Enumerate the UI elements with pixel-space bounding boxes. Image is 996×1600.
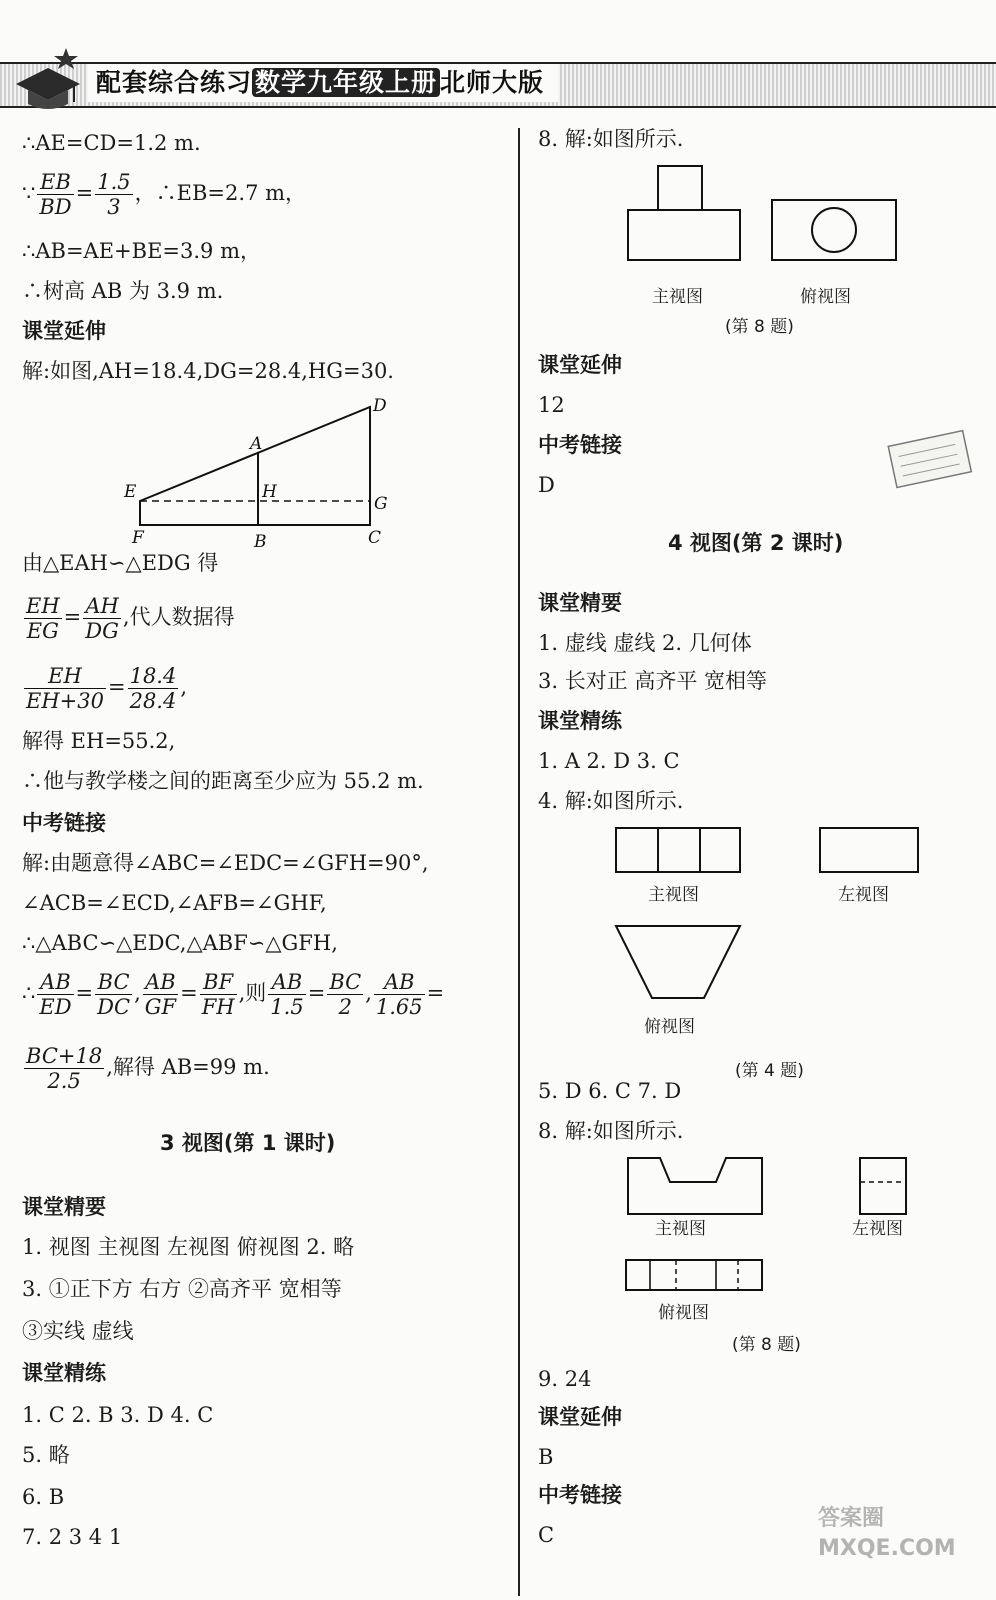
line-similar: 由△EAH∽△EDG 得	[22, 551, 219, 575]
essentials-r-line-1: 1. 虚线 虚线 2. 几何体	[538, 631, 752, 655]
essentials-line-2: 3. ①正下方 右方 ②高齐平 宽相等	[22, 1277, 342, 1301]
answer-exam-r2: C	[538, 1523, 555, 1547]
fig4-top-label: 俯视图	[644, 1017, 695, 1037]
point-label-a: A	[250, 434, 263, 454]
line-eb-ratio: ∵ $\frac{EB}{BD}$ = $\frac{1.5}{3}$ ，∴EB=2.7 m，	[22, 170, 307, 219]
fraction: $\frac{EH}{EG}$	[26, 594, 60, 643]
line-ratio-numbers: $\frac{EH}{EH+30}$ = $\frac{18.4}{28.4}$ ,	[26, 664, 188, 713]
watermark: 答案圈 MXQE.COM	[818, 1506, 956, 1561]
page-header	[0, 0, 996, 118]
point-label-h: H	[262, 482, 277, 502]
practice-r-line-3: 5. D 6. C 7. D	[538, 1079, 682, 1103]
section-heading-essentials: 课堂精要	[22, 1195, 106, 1219]
fraction: $\frac{AH}{DG}$	[85, 594, 119, 643]
fraction: $\frac{EB}{BD}$	[39, 170, 72, 219]
fig8b-top-label: 俯视图	[658, 1303, 709, 1323]
header-subject: 数学九年级上册	[252, 68, 440, 97]
fig4-front-label: 主视图	[648, 885, 699, 905]
fraction: $\frac{1.5}{3}$	[97, 170, 131, 219]
section-heading-extend: 课堂延伸	[22, 319, 106, 343]
practice-line-1: 1. C 2. B 3. D 4. C	[22, 1403, 214, 1427]
line-distance: ∴他与教学楼之间的距离至少应为 55.2 m.	[22, 769, 424, 793]
section-heading-practice-r: 课堂精练	[538, 709, 622, 733]
graduation-cap-logo-icon	[8, 44, 88, 112]
point-label-f: F	[132, 528, 144, 548]
header-title: 配套综合练习 数学九年级上册 北师大版	[88, 64, 558, 102]
answer-extend-r: 12	[538, 393, 565, 417]
essentials-line-3: ③实线 虚线	[22, 1319, 134, 1343]
section-heading-practice: 课堂精练	[22, 1361, 106, 1385]
line-angles-equal: ∠ACB=∠ECD,∠AFB=∠GHF,	[22, 891, 327, 915]
answer-8-intro: 8. 解:如图所示.	[538, 127, 684, 151]
line-tree-height: ∴树高 AB 为 3.9 m.	[22, 279, 224, 303]
line-given: 解:如图,AH=18.4,DG=28.4,HG=30.	[22, 359, 394, 383]
fraction: $\frac{AB}{1.5}$	[270, 970, 304, 1019]
lesson-title-4: 4 视图(第 2 课时)	[668, 531, 844, 555]
practice-r-line-4: 8. 解:如图所示.	[538, 1119, 684, 1143]
fraction: $\frac{AB}{1.65}$	[375, 970, 423, 1019]
answer-exam-r: D	[538, 473, 555, 497]
section-heading-exam: 中考链接	[22, 811, 106, 835]
similar-triangles-figure	[110, 395, 410, 555]
fraction: $\frac{BC}{DC}$	[97, 970, 131, 1019]
fraction: $\frac{18.4}{28.4}$	[129, 664, 177, 713]
fig8a-front-label: 主视图	[652, 287, 703, 307]
section-heading-exam-r: 中考链接	[538, 433, 622, 457]
figure-4	[610, 820, 930, 1010]
section-heading-extend-r2: 课堂延伸	[538, 1405, 622, 1429]
fraction: $\frac{EH}{EH+30}$	[26, 664, 104, 713]
practice-r-line-2: 4. 解:如图所示.	[538, 789, 684, 813]
fraction: $\frac{AB}{GF}$	[144, 970, 177, 1019]
fraction: $\frac{BC+18}{2.5}$	[26, 1044, 103, 1093]
line-angles-right: 解:由题意得∠ABC=∠EDC=∠GFH=90°,	[22, 851, 429, 875]
fraction: $\frac{BF}{FH}$	[201, 970, 235, 1019]
fig8b-caption: (第 8 题)	[732, 1335, 801, 1355]
column-divider	[518, 128, 520, 1596]
fig4-caption: (第 4 题)	[735, 1061, 804, 1081]
point-label-e: E	[124, 482, 137, 502]
point-label-c: C	[368, 528, 382, 548]
line-eh-result: 解得 EH=55.2,	[22, 729, 176, 753]
section-heading-essentials-r: 课堂精要	[538, 591, 622, 615]
practice-r-line-5: 9. 24	[538, 1367, 592, 1391]
essentials-r-line-2: 3. 长对正 高齐平 宽相等	[538, 669, 768, 693]
point-label-d: D	[373, 396, 387, 416]
point-label-g: G	[374, 494, 388, 514]
practice-line-3: 6. B	[22, 1485, 65, 1509]
stamp-icon	[880, 430, 980, 490]
practice-line-4: 7. 2 3 4 1	[22, 1525, 123, 1549]
practice-r-line-1: 1. A 2. D 3. C	[538, 749, 680, 773]
practice-line-2: 5. 略	[22, 1443, 70, 1467]
answer-extend-r2: B	[538, 1445, 554, 1469]
lesson-title-3: 3 视图(第 1 课时)	[160, 1131, 336, 1155]
fig4-left-label: 左视图	[838, 885, 889, 905]
line-ae-cd: ∴AE=CD=1.2 m.	[22, 131, 201, 155]
fraction: $\frac{BC}{2}$	[329, 970, 362, 1019]
line-ab-sum: ∴AB=AE+BE=3.9 m，	[22, 239, 261, 263]
line-ratio-eh: $\frac{EH}{EG}$ = $\frac{AH}{DG}$ ,代人数据得	[26, 594, 235, 643]
fig8b-front-label: 主视图	[655, 1219, 706, 1239]
fig8b-left-label: 左视图	[852, 1219, 903, 1239]
line-similar-triangles: ∴△ABC∽△EDC,△ABF∽△GFH,	[22, 931, 338, 955]
fig8a-top-label: 俯视图	[800, 287, 851, 307]
fig8a-caption: (第 8 题)	[725, 317, 794, 337]
line-proportions: ∴ $\frac{AB}{ED}$ = $\frac{BC}{DC}$ , $\frac{AB}{GF}$ = $\frac{BF}{FH}$ ,则 $\frac{AB}{1.5}$ = $\frac{BC}{2}$ , $\frac{AB}{1.65}$ =	[22, 970, 445, 1019]
section-heading-exam-r2: 中考链接	[538, 1483, 622, 1507]
line-ab-result: $\frac{BC+18}{2.5}$ ,解得 AB=99 m.	[26, 1044, 270, 1093]
fraction: $\frac{AB}{ED}$	[39, 970, 72, 1019]
point-label-b: B	[254, 532, 267, 552]
essentials-line-1: 1. 视图 主视图 左视图 俯视图 2. 略	[22, 1235, 355, 1259]
figure-8a	[620, 160, 920, 290]
section-heading-extend-r: 课堂延伸	[538, 353, 622, 377]
